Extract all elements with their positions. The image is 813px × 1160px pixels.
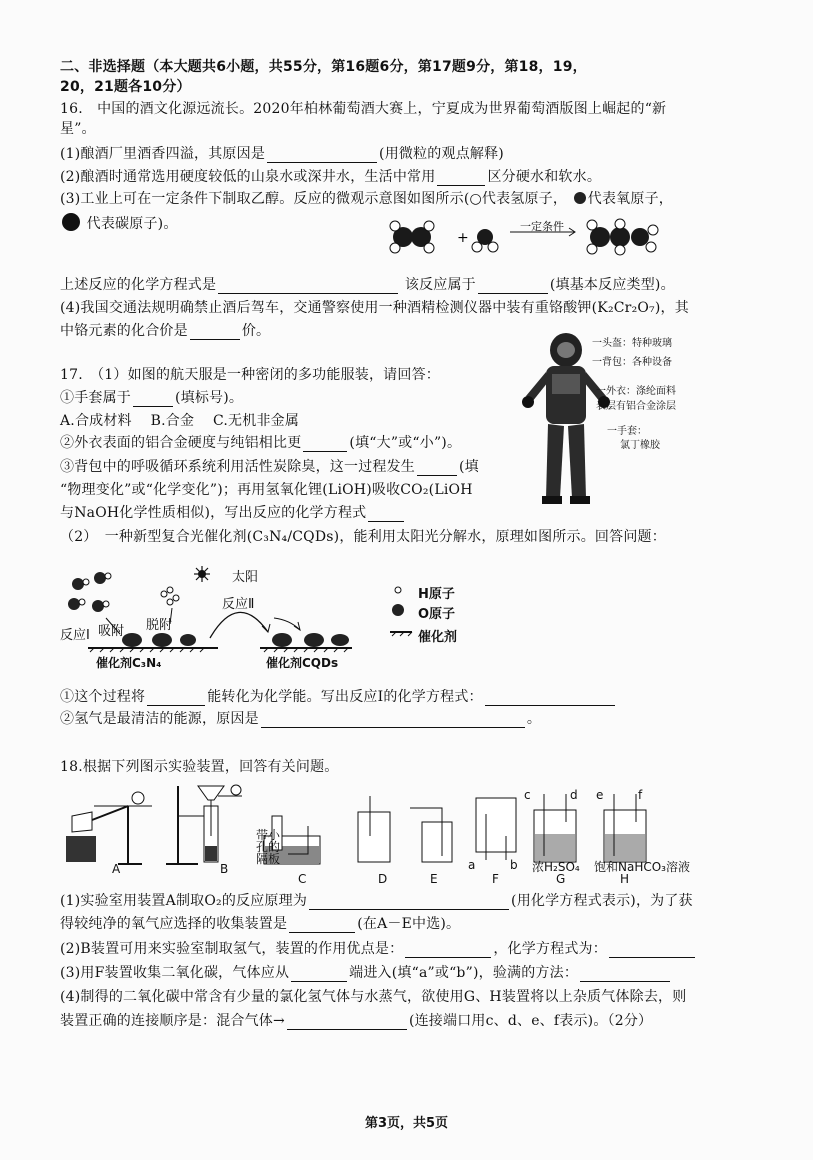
- g-reagent-label: 浓H₂SO₄: [532, 860, 580, 874]
- apparatus-h-label: H: [620, 872, 630, 886]
- port-c-g: c: [524, 788, 531, 802]
- section-title-cont: 20，21题各10分）: [60, 79, 191, 95]
- suit-label-glove: 一手套：: [607, 426, 647, 437]
- q17-s3-cont: “物理变化”或“化学变化”)；再用氢氧化锂(LiOH)吸收CO₂(LiOH: [60, 482, 473, 498]
- q17-s2-text: ②外衣表面的铝合金硬度与纯铝相比更: [60, 435, 302, 451]
- q16-part4-cont: [60, 322, 270, 340]
- q18-part1-collect: 得较纯净的氧气应选择的收集装置是: [60, 916, 288, 932]
- q18-blank-collect[interactable]: [289, 918, 355, 933]
- section-title: 二、非选择题（本大题共6小题，共55分，第16题6分，第17题9分，第18，19，: [60, 59, 587, 75]
- q16-part3-carbon: 代表碳原子)。: [86, 216, 178, 232]
- apparatus-f-label: F: [492, 872, 499, 886]
- q17-s1-hint: (填标号)。: [175, 390, 244, 406]
- q16-part2-end: 区分硬水和软水。: [487, 169, 602, 185]
- q18-part1: [60, 892, 693, 910]
- q16-type-hint: (填基本反应类型)。: [549, 277, 675, 293]
- q17-s3: [60, 458, 479, 476]
- suit-label-helmet: 一头盔：特种玻璃: [592, 338, 672, 349]
- apparatus-d-label: D: [378, 872, 388, 886]
- q16-part3: [60, 190, 673, 208]
- q16-part1-hint: (用微粒的观点解释): [379, 146, 504, 162]
- port-f-h: f: [638, 788, 643, 802]
- q18-part1-text: (1)实验室用装置A制取O₂的反应原理为: [60, 893, 308, 909]
- q16-blank4[interactable]: [190, 325, 240, 340]
- q16-part4-text: 中铬元素的化合价是: [60, 323, 188, 339]
- q18-part4-cont: [60, 1012, 652, 1030]
- q16-part1: [60, 145, 504, 163]
- q18-part4: (4)制得的二氧化碳中常含有少量的氯化氢气体与水蒸气，欲使用G、H装置将以上杂质气体除去，则: [60, 989, 687, 1005]
- q18-stem: 18.根据下列图示实验装置，回答有关问题。: [60, 759, 339, 775]
- q17-blank-r1[interactable]: [485, 691, 615, 706]
- page-footer: 第3页，共5页: [364, 1116, 449, 1131]
- q17-s3-text: ③背包中的呼吸循环系统利用活性炭除臭，这一过程发生: [60, 459, 415, 475]
- q16-part3-cont: [60, 212, 178, 233]
- q17-blank-reason[interactable]: [261, 713, 525, 728]
- q17-s3-cont2: [60, 504, 406, 522]
- q17-p2-q1-text: ①这个过程将: [60, 689, 146, 705]
- suit-label-glove-material: 氯丁橡胶: [620, 440, 660, 451]
- o-atom-icon: [392, 604, 404, 616]
- q18-part4-text: 装置正确的连接顺序是：混合气体→: [60, 1013, 285, 1029]
- suit-label-coat-layer: 表层有铝合金涂层: [596, 401, 676, 412]
- desorption-label: 脱附: [146, 618, 173, 633]
- q17-blank-energy[interactable]: [147, 691, 205, 706]
- q18-blank-port[interactable]: [291, 967, 347, 982]
- port-e-h: e: [596, 788, 604, 802]
- q16-part3-oxygen: 代表氧原子，: [587, 191, 673, 207]
- catalyst2-label: 催化剂CQDs: [266, 656, 339, 670]
- q17-blank1[interactable]: [133, 392, 173, 407]
- q18-part2-eq: ，化学方程式为：: [493, 941, 607, 957]
- q18-blank-order[interactable]: [287, 1015, 407, 1030]
- q17-blank2[interactable]: [303, 437, 347, 452]
- q18-part1-hint: (用化学方程式表示)，为了获: [511, 893, 693, 909]
- q16-blank-type[interactable]: [478, 279, 548, 294]
- small-hole-label-1: 带小: [256, 828, 281, 842]
- q17-s2-hint: (填“大”或“小”)。: [349, 435, 462, 451]
- q16-part2: [60, 168, 601, 186]
- q17-p2-q2: [60, 710, 541, 728]
- apparatus-g-label: G: [556, 872, 566, 886]
- q18-blank-eq[interactable]: [609, 943, 695, 958]
- q17-s1: [60, 389, 243, 407]
- q16-part1-text: (1)酿酒厂里酒香四溢，其原因是: [60, 146, 266, 162]
- q17-stem: 17. （1）如图的航天服是一种密闭的多功能服装，请回答：: [60, 367, 440, 383]
- q17-s3-hint: (填: [459, 459, 479, 475]
- reaction2-label: 反应Ⅱ: [222, 597, 255, 612]
- carbon-atom-icon: [60, 212, 82, 232]
- q18-blank1[interactable]: [309, 895, 509, 910]
- reaction1-label: 反应Ⅰ: [60, 628, 90, 643]
- q18-part1-cont: [60, 915, 460, 933]
- port-a-f: a: [468, 858, 476, 872]
- q16-blank-eq[interactable]: [218, 279, 398, 294]
- catalyst1-label: 催化剂C₃N₄: [96, 656, 162, 670]
- q18-part3-text: (3)用F装置收集二氧化碳，气体应从: [60, 965, 290, 981]
- q17-blank3[interactable]: [417, 461, 457, 476]
- small-hole-label-3: 隔板: [256, 852, 281, 866]
- q17-p2-q1: [60, 688, 617, 706]
- h-reagent-label: 饱和NaHCO₃溶液: [594, 860, 690, 874]
- q16-part4-end: 价。: [241, 323, 271, 339]
- q16-blank2[interactable]: [437, 171, 485, 186]
- legend-catalyst: 催化剂: [418, 630, 458, 645]
- suit-label-backpack: 一背包：各种设备: [592, 357, 672, 368]
- q16-part3-text: (3)工业上可在一定条件下制取乙醇。反应的微观示意图如图所示(○代表氢原子，: [60, 191, 568, 207]
- q16-type-text: 该反应属于: [404, 277, 476, 293]
- legend-symbols: [390, 582, 420, 642]
- q18-part1-range: (在A－E中选)。: [357, 916, 461, 932]
- q17-blank-eq[interactable]: [368, 507, 404, 522]
- apparatus-c-label: C: [298, 872, 307, 886]
- port-b-f: b: [510, 858, 518, 872]
- apparatus-a-label: A: [112, 862, 121, 876]
- q16-part2-text: (2)酿酒时通常选用硬度较低的山泉水或深井水，生活中常用: [60, 169, 436, 185]
- q16-part4: (4)我国交通法规明确禁止酒后驾车，交通警察使用一种酒精检测仪器中装有重铬酸钾(K₂Cr₂O₇)，其: [60, 300, 689, 316]
- apparatus-e-label: E: [430, 872, 438, 886]
- q17-s1-text: ①手套属于: [60, 390, 131, 406]
- oxygen-atom-icon: [572, 191, 588, 205]
- legend-o: O原子: [418, 607, 456, 622]
- apparatus-b-label: B: [220, 862, 229, 876]
- reaction-condition: 一定条件: [520, 220, 564, 233]
- q17-s3-eq-text: 与NaOH化学性质相似)，写出反应的化学方程式: [60, 505, 367, 521]
- q18-blank-adv[interactable]: [405, 943, 491, 958]
- legend-h: H原子: [418, 587, 455, 602]
- q16-eq-text: 上述反应的化学方程式是: [60, 277, 217, 293]
- q17-p2-q2-text: ②氢气是最清洁的能源，原因是: [60, 711, 259, 727]
- q18-part4-hint: (连接端口用c、d、e、f表示)。（2分）: [408, 1013, 653, 1029]
- q17-options: A.合成材料 B.合金 C.无机非金属: [60, 413, 300, 429]
- port-d-g: d: [570, 788, 578, 802]
- q16-equation-line: [60, 276, 675, 294]
- h-atom-icon: [395, 587, 401, 593]
- q17-part2-stem: （2） 一种新型复合光催化剂(C₃N₄/CQDs)，能利用太阳光分解水，原理如图所示。回答问题：: [60, 529, 666, 545]
- q18-part3: [60, 964, 672, 982]
- q17-p2-q1-eq: 能转化为化学能。写出反应Ⅰ的化学方程式：: [207, 689, 483, 705]
- q18-part2-text: (2)B装置可用来实验室制取氢气，装置的作用优点是：: [60, 941, 404, 957]
- small-hole-label-2: 孔的: [256, 840, 281, 854]
- adsorption-label: 吸附: [98, 624, 125, 639]
- q18-part2: [60, 940, 697, 958]
- q17-p2-q2-end: 。: [526, 711, 542, 727]
- q18-part3-method: 端进入(填“a”或“b”)，验满的方法：: [349, 965, 579, 981]
- q16-stem-cont: 星”。: [60, 121, 96, 137]
- sun-label: 太阳: [232, 570, 259, 585]
- svg-text:+: +: [457, 230, 469, 246]
- q17-s2: [60, 434, 461, 452]
- q16-blank1[interactable]: [267, 148, 377, 163]
- q18-blank-method[interactable]: [580, 967, 670, 982]
- q16-stem: 16. 中国的酒文化源远流长。2020年柏林葡萄酒大赛上，宁夏成为世界葡萄酒版图上崛起的“新: [60, 101, 667, 117]
- suit-label-coat: 一外衣：涤纶面料: [596, 386, 676, 397]
